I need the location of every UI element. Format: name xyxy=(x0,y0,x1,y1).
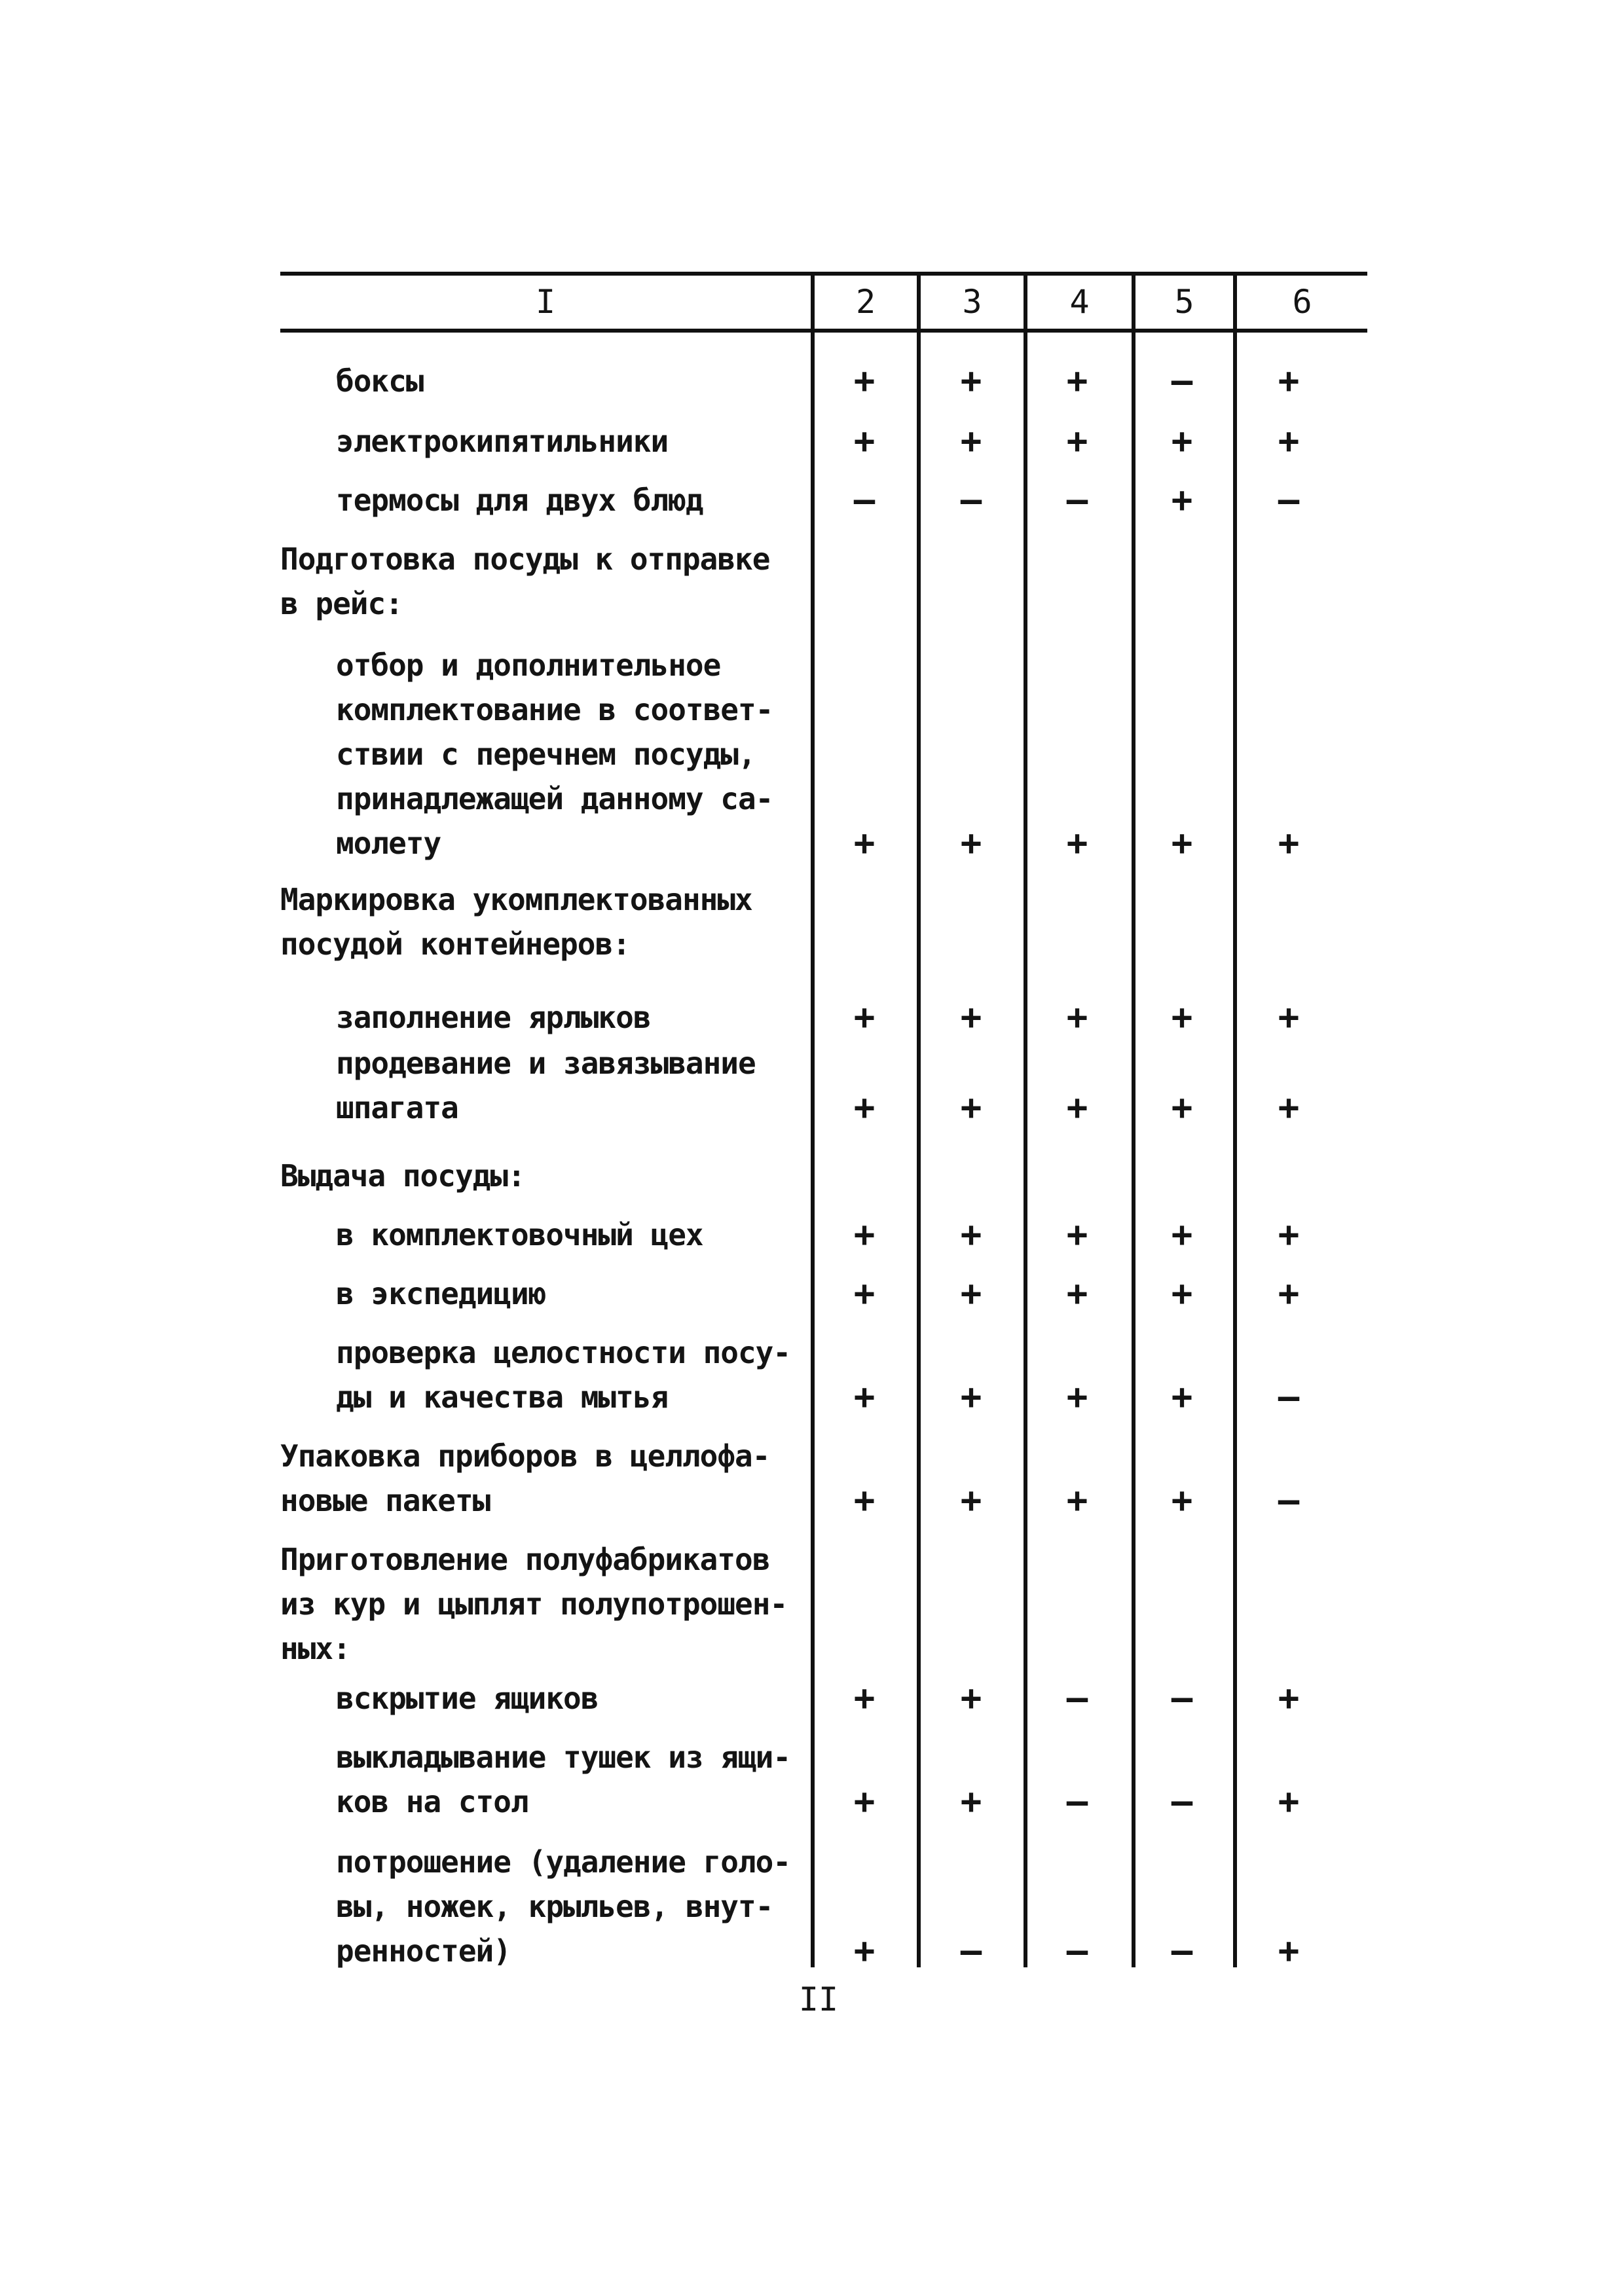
cell-mark: – xyxy=(1066,479,1088,520)
cell-mark: + xyxy=(1066,996,1088,1038)
cell-mark: + xyxy=(1278,1930,1300,1971)
cell-mark: + xyxy=(960,420,982,462)
cell-mark: + xyxy=(960,1087,982,1128)
cell-mark: + xyxy=(1278,1273,1300,1314)
cell-mark: + xyxy=(853,1087,876,1128)
cell-mark: + xyxy=(1171,479,1193,520)
cell-mark: + xyxy=(1171,996,1193,1038)
row-label-line: Маркировка укомплектованных xyxy=(280,882,752,917)
column-header: 5 xyxy=(1174,283,1194,321)
column-header: I xyxy=(535,283,556,321)
cell-mark: + xyxy=(1066,1480,1088,1521)
row-label-line: из кур и цыплят полупотрошен- xyxy=(280,1586,788,1622)
row-label-line: комплектование в соответ- xyxy=(336,692,773,727)
cell-mark: – xyxy=(1278,479,1300,520)
row-label-line: заполнение ярлыков xyxy=(336,1000,651,1035)
cell-mark: + xyxy=(853,1677,876,1719)
cell-mark: + xyxy=(1278,420,1300,462)
cell-mark: + xyxy=(960,1273,982,1314)
row-label-line: молету xyxy=(336,826,441,861)
row-label-line: ных: xyxy=(280,1631,350,1666)
cell-mark: + xyxy=(1066,360,1088,401)
cell-mark: + xyxy=(960,822,982,864)
cell-mark: + xyxy=(853,420,876,462)
cell-mark: + xyxy=(1278,1677,1300,1719)
cell-mark: + xyxy=(1171,1273,1193,1314)
row-label-line: в экспедицию xyxy=(336,1276,546,1311)
column-header: 3 xyxy=(962,283,982,321)
column-rule xyxy=(917,272,921,1967)
cell-mark: – xyxy=(1171,1781,1193,1822)
cell-mark: + xyxy=(1171,1087,1193,1128)
cell-mark: + xyxy=(1278,1781,1300,1822)
column-header: 6 xyxy=(1292,283,1312,321)
cell-mark: – xyxy=(1066,1930,1088,1971)
cell-mark: + xyxy=(853,822,876,864)
row-label-line: вскрытие ящиков xyxy=(336,1681,599,1716)
row-label-line: выкладывание тушек из ящи- xyxy=(336,1740,791,1775)
cell-mark: + xyxy=(1171,1480,1193,1521)
cell-mark: – xyxy=(1171,360,1193,401)
column-header: 4 xyxy=(1069,283,1090,321)
cell-mark: – xyxy=(960,1930,982,1971)
row-label-line: ды и качества мытья xyxy=(336,1379,669,1415)
cell-mark: + xyxy=(1278,1214,1300,1255)
cell-mark: + xyxy=(1171,1376,1193,1417)
row-label-line: шпагата xyxy=(336,1090,458,1125)
row-label-line: принадлежащей данному са- xyxy=(336,781,773,816)
cell-mark: + xyxy=(960,1214,982,1255)
cell-mark: + xyxy=(960,996,982,1038)
table-header-rule xyxy=(280,329,1367,333)
cell-mark: + xyxy=(1171,822,1193,864)
cell-mark: + xyxy=(853,1273,876,1314)
cell-mark: – xyxy=(1066,1677,1088,1719)
row-label-line: проверка целостности посу- xyxy=(336,1335,791,1370)
cell-mark: + xyxy=(1066,1087,1088,1128)
cell-mark: + xyxy=(1278,822,1300,864)
cell-mark: + xyxy=(1171,1214,1193,1255)
cell-mark: + xyxy=(1278,996,1300,1038)
cell-mark: + xyxy=(960,1376,982,1417)
row-label-line: электрокипятильники xyxy=(336,424,669,459)
cell-mark: + xyxy=(853,360,876,401)
cell-mark: + xyxy=(1171,420,1193,462)
cell-mark: + xyxy=(853,1480,876,1521)
cell-mark: – xyxy=(1171,1930,1193,1971)
cell-mark: + xyxy=(960,1480,982,1521)
cell-mark: – xyxy=(1066,1781,1088,1822)
row-label-line: боксы xyxy=(336,363,424,399)
cell-mark: + xyxy=(960,1781,982,1822)
row-label-line: потрошение (удаление голо- xyxy=(336,1844,791,1880)
column-header: 2 xyxy=(855,283,876,321)
cell-mark: – xyxy=(853,479,876,520)
cell-mark: + xyxy=(853,996,876,1038)
row-label-line: ков на стол xyxy=(336,1784,528,1819)
row-label-line: новые пакеты xyxy=(280,1483,490,1518)
cell-mark: + xyxy=(960,360,982,401)
row-label-line: в комплектовочный цех xyxy=(336,1217,703,1252)
row-label-line: термосы для двух блюд xyxy=(336,483,703,518)
row-label-line: ренностей) xyxy=(336,1933,511,1969)
cell-mark: + xyxy=(853,1930,876,1971)
row-label-line: отбор и дополнительное xyxy=(336,647,721,683)
column-rule xyxy=(1132,272,1135,1967)
column-rule xyxy=(1024,272,1027,1967)
page-number: II xyxy=(798,1980,839,2018)
column-rule xyxy=(1233,272,1237,1967)
row-label-line: вы, ножек, крыльев, внут- xyxy=(336,1889,773,1924)
cell-mark: + xyxy=(1066,420,1088,462)
cell-mark: + xyxy=(1066,1376,1088,1417)
row-label-line: Упаковка приборов в целлофа- xyxy=(280,1438,770,1474)
row-label-line: продевание и завязывание xyxy=(336,1046,756,1081)
cell-mark: – xyxy=(1171,1677,1193,1719)
cell-mark: + xyxy=(853,1214,876,1255)
cell-mark: – xyxy=(1278,1480,1300,1521)
cell-mark: + xyxy=(1066,822,1088,864)
cell-mark: + xyxy=(1066,1273,1088,1314)
cell-mark: + xyxy=(1066,1214,1088,1255)
cell-mark: + xyxy=(1278,360,1300,401)
row-label-line: Выдача посуды: xyxy=(280,1158,525,1194)
row-label-line: посудой контейнеров: xyxy=(280,926,630,962)
cell-mark: – xyxy=(960,479,982,520)
column-rule xyxy=(811,272,815,1967)
cell-mark: + xyxy=(853,1781,876,1822)
cell-mark: + xyxy=(1278,1087,1300,1128)
cell-mark: + xyxy=(853,1376,876,1417)
row-label-line: ствии с перечнем посуды, xyxy=(336,737,756,772)
cell-mark: + xyxy=(960,1677,982,1719)
cell-mark: – xyxy=(1278,1376,1300,1417)
row-label-line: в рейс: xyxy=(280,586,403,621)
row-label-line: Подготовка посуды к отправке xyxy=(280,541,770,577)
row-label-line: Приготовление полуфабрикатов xyxy=(280,1542,770,1577)
